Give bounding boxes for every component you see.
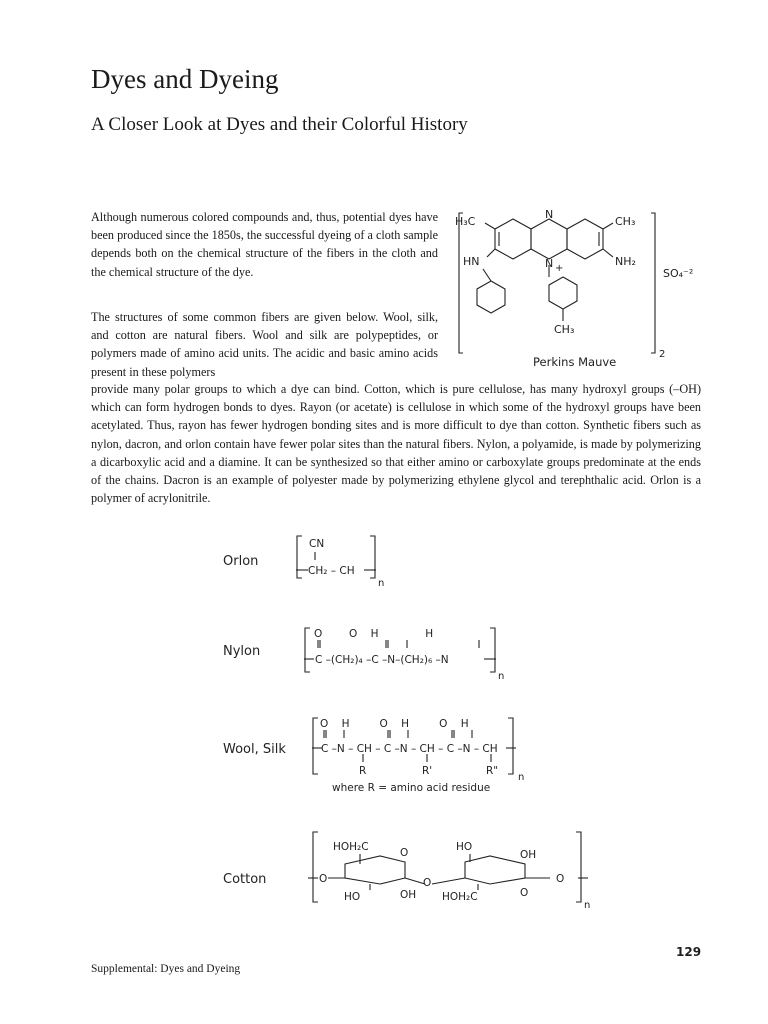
cotton-label: Cotton	[223, 872, 267, 887]
paragraph-fibers-start: The structures of some common fibers are given below. Wool, silk, and cotton are natural fibers. Wool and silk are polypeptides, or polymers made of amino acid units. The acidic and basic amino acids present in these polymers	[91, 310, 438, 379]
wool-silk-structure	[220, 712, 540, 797]
paragraph-intro: Although numerous colored compounds and, thus, potential dyes have been produced since the 1850s, the successful dyeing of a cloth sample depends both on the chemical structure of the fibers in the cloth and the chemical structure of the dye.	[91, 210, 438, 279]
wool-chain: C –N – CH – C –N – CH – C –N – CH	[321, 743, 498, 755]
cotton-structure	[220, 826, 610, 911]
cotton-ring1-o: O	[400, 847, 409, 859]
orlon-chain: CH₂ – CH	[308, 565, 355, 577]
mauve-ch3-bottom: CH₃	[554, 323, 575, 336]
mauve-nh2: NH₂	[615, 255, 636, 268]
cotton-right-o: O	[556, 873, 565, 885]
cotton-oh-1: OH	[400, 889, 417, 901]
orlon-n: n	[378, 578, 385, 589]
mauve-n-top: N	[545, 208, 554, 221]
cotton-link-o: O	[423, 877, 432, 889]
wool-r2: R'	[422, 765, 433, 777]
cotton-ho-1: HO	[344, 891, 361, 903]
wool-note: where R = amino acid residue	[332, 782, 491, 794]
nylon-n: n	[498, 671, 505, 682]
orlon-structure	[220, 530, 420, 590]
mauve-counterion: SO₄⁻²	[663, 267, 694, 280]
mauve-hn: HN	[463, 255, 480, 268]
cotton-left-o: O	[319, 873, 328, 885]
mauve-caption: Perkins Mauve	[533, 355, 617, 369]
cotton-oh-2: OH	[520, 849, 537, 861]
nylon-chain: C –(CH₂)₄ –C –N–(CH₂)₆ –N	[315, 654, 449, 666]
cotton-n: n	[584, 900, 591, 911]
paragraph-fibers-continued: provide many polar groups to which a dye can bind. Cotton, which is pure cellulose, has many hydroxyl groups (–OH) which can form hydrogen bonds to dyes. Rayon (or acetate) is cellulose in which some of the hydroxyl groups have been acetylated. Thus, rayon has fewer hydrogen bonding sites and is more difficult to dye than cotton. Synthetic fibers such as nylon, dacron, and orlon contain have fewer polar sites than the natural fibers. Nylon, a polyamide, is made by polymerizing a dicarboxylic acid and a diamine. It can be synthesized so that either amino or carboxylate groups predominate at the ends of the chains. Dacron is an example of polyester made by polymerizing ethylene glycol and terephthalic acid. Orlon is a polymer of acrylonitrile.	[91, 382, 701, 506]
nylon-structure	[220, 622, 520, 684]
page-subtitle: A Closer Look at Dyes and their Colorful History	[91, 114, 468, 135]
mauve-n-plus: N	[545, 257, 554, 270]
mauve-ch3-top: CH₃	[615, 215, 636, 228]
cotton-hoh2c-2: HOH₂C	[442, 891, 478, 903]
orlon-cn: CN	[309, 538, 325, 550]
mauve-plus-sign: +	[555, 263, 564, 274]
wool-silk-label: Wool, Silk	[223, 742, 286, 757]
wool-r1: R	[359, 765, 367, 777]
page-title: Dyes and Dyeing	[91, 64, 279, 94]
orlon-label: Orlon	[223, 554, 259, 569]
perkins-mauve-structure	[455, 205, 695, 380]
cotton-ho-2: HO	[456, 841, 473, 853]
cotton-ring2-o: O	[520, 887, 529, 899]
page-footer: Supplemental: Dyes and Dyeing	[91, 963, 241, 975]
nylon-label: Nylon	[223, 644, 261, 659]
cotton-hoh2c-1: HOH₂C	[333, 841, 369, 853]
page-number: 129	[676, 945, 702, 959]
wool-r3: R"	[486, 765, 499, 777]
wool-n: n	[518, 772, 525, 783]
wool-top-row: O H O H O H	[320, 718, 469, 730]
mauve-subscript: 2	[659, 349, 666, 360]
nylon-top-row: O O H H	[314, 628, 434, 640]
mauve-h3c: H₃C	[455, 215, 476, 228]
